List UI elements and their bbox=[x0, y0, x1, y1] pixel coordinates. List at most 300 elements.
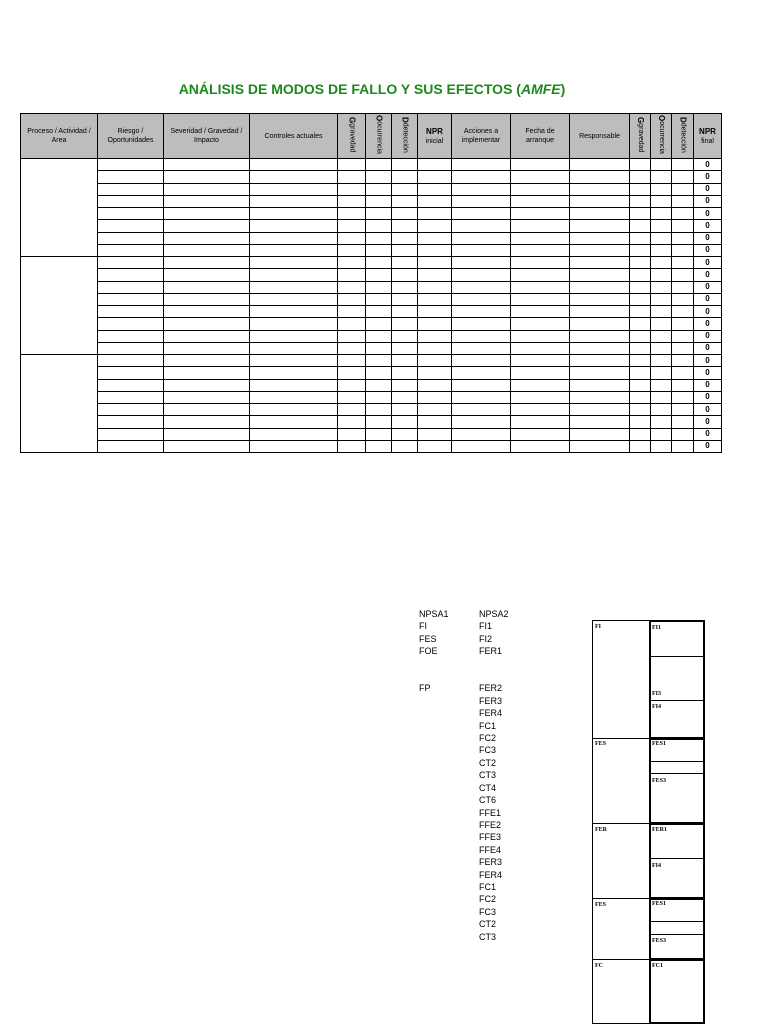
table-cell[interactable] bbox=[98, 293, 164, 305]
table-cell[interactable] bbox=[511, 269, 570, 281]
table-cell[interactable] bbox=[338, 195, 366, 207]
table-cell[interactable] bbox=[338, 293, 366, 305]
table-cell[interactable] bbox=[630, 404, 651, 416]
table-cell[interactable] bbox=[418, 404, 452, 416]
table-cell[interactable] bbox=[570, 195, 630, 207]
table-cell[interactable] bbox=[418, 257, 452, 269]
table-cell[interactable] bbox=[511, 330, 570, 342]
table-cell[interactable] bbox=[392, 367, 418, 379]
table-cell[interactable] bbox=[511, 257, 570, 269]
table-cell[interactable] bbox=[511, 306, 570, 318]
table-cell[interactable] bbox=[672, 195, 694, 207]
table-cell[interactable] bbox=[672, 232, 694, 244]
table-cell[interactable] bbox=[338, 208, 366, 220]
table-cell[interactable] bbox=[338, 244, 366, 256]
table-cell[interactable] bbox=[392, 244, 418, 256]
table-cell[interactable] bbox=[366, 391, 392, 403]
table-cell[interactable] bbox=[338, 306, 366, 318]
table-cell[interactable] bbox=[366, 195, 392, 207]
table-cell[interactable] bbox=[366, 440, 392, 452]
table-cell[interactable] bbox=[392, 171, 418, 183]
table-cell[interactable] bbox=[418, 367, 452, 379]
table-cell[interactable] bbox=[164, 208, 250, 220]
table-cell[interactable] bbox=[452, 416, 511, 428]
table-cell[interactable] bbox=[672, 404, 694, 416]
table-cell[interactable] bbox=[570, 293, 630, 305]
table-cell[interactable] bbox=[338, 428, 366, 440]
table-cell[interactable] bbox=[511, 391, 570, 403]
table-cell[interactable] bbox=[98, 367, 164, 379]
table-cell[interactable] bbox=[392, 318, 418, 330]
table-cell[interactable] bbox=[250, 208, 338, 220]
table-cell[interactable] bbox=[651, 257, 672, 269]
table-cell[interactable] bbox=[366, 257, 392, 269]
table-cell[interactable] bbox=[338, 171, 366, 183]
table-cell[interactable] bbox=[570, 367, 630, 379]
npr-final-cell[interactable]: 0 bbox=[694, 342, 722, 354]
table-cell[interactable] bbox=[366, 306, 392, 318]
table-cell[interactable] bbox=[418, 355, 452, 367]
table-cell[interactable] bbox=[672, 440, 694, 452]
table-cell[interactable] bbox=[672, 159, 694, 171]
npr-final-cell[interactable]: 0 bbox=[694, 171, 722, 183]
table-cell[interactable] bbox=[164, 416, 250, 428]
table-cell[interactable] bbox=[164, 318, 250, 330]
table-cell[interactable] bbox=[98, 391, 164, 403]
table-cell[interactable] bbox=[392, 257, 418, 269]
table-cell[interactable] bbox=[164, 342, 250, 354]
table-cell[interactable] bbox=[452, 428, 511, 440]
table-cell[interactable] bbox=[511, 367, 570, 379]
table-cell[interactable] bbox=[452, 330, 511, 342]
table-cell[interactable] bbox=[164, 269, 250, 281]
table-cell[interactable] bbox=[651, 318, 672, 330]
table-cell[interactable] bbox=[98, 416, 164, 428]
table-cell[interactable] bbox=[570, 342, 630, 354]
table-cell[interactable] bbox=[98, 220, 164, 232]
table-cell[interactable] bbox=[392, 416, 418, 428]
table-cell[interactable] bbox=[452, 159, 511, 171]
table-cell[interactable] bbox=[392, 330, 418, 342]
table-cell[interactable] bbox=[672, 367, 694, 379]
table-cell[interactable] bbox=[98, 257, 164, 269]
table-cell[interactable] bbox=[452, 183, 511, 195]
table-cell[interactable] bbox=[630, 244, 651, 256]
table-cell[interactable] bbox=[98, 183, 164, 195]
table-cell[interactable] bbox=[98, 318, 164, 330]
table-cell[interactable] bbox=[366, 318, 392, 330]
npr-final-cell[interactable]: 0 bbox=[694, 318, 722, 330]
table-cell[interactable] bbox=[250, 306, 338, 318]
table-cell[interactable] bbox=[250, 281, 338, 293]
table-cell[interactable] bbox=[570, 428, 630, 440]
table-cell[interactable] bbox=[98, 404, 164, 416]
table-cell[interactable] bbox=[250, 232, 338, 244]
table-cell[interactable] bbox=[651, 183, 672, 195]
table-cell[interactable] bbox=[366, 232, 392, 244]
table-cell[interactable] bbox=[672, 416, 694, 428]
table-cell[interactable] bbox=[418, 232, 452, 244]
table-cell[interactable] bbox=[366, 244, 392, 256]
table-cell[interactable] bbox=[651, 416, 672, 428]
npr-final-cell[interactable]: 0 bbox=[694, 244, 722, 256]
table-cell[interactable] bbox=[164, 244, 250, 256]
table-cell[interactable] bbox=[338, 257, 366, 269]
table-cell[interactable] bbox=[338, 416, 366, 428]
table-cell[interactable] bbox=[452, 208, 511, 220]
table-cell[interactable] bbox=[98, 281, 164, 293]
table-cell[interactable] bbox=[630, 318, 651, 330]
table-cell[interactable] bbox=[570, 318, 630, 330]
table-cell[interactable] bbox=[392, 404, 418, 416]
table-cell[interactable] bbox=[672, 428, 694, 440]
table-cell[interactable] bbox=[570, 391, 630, 403]
table-cell[interactable] bbox=[164, 440, 250, 452]
table-cell[interactable] bbox=[630, 257, 651, 269]
table-cell[interactable] bbox=[164, 391, 250, 403]
table-cell[interactable] bbox=[250, 244, 338, 256]
table-cell[interactable] bbox=[98, 159, 164, 171]
table-cell[interactable] bbox=[570, 355, 630, 367]
table-cell[interactable] bbox=[511, 171, 570, 183]
table-cell[interactable] bbox=[452, 404, 511, 416]
table-cell[interactable] bbox=[511, 404, 570, 416]
table-cell[interactable] bbox=[392, 183, 418, 195]
table-cell[interactable] bbox=[452, 391, 511, 403]
table-cell[interactable] bbox=[452, 342, 511, 354]
npr-final-cell[interactable]: 0 bbox=[694, 183, 722, 195]
table-cell[interactable] bbox=[630, 293, 651, 305]
table-cell[interactable] bbox=[392, 391, 418, 403]
table-cell[interactable] bbox=[366, 416, 392, 428]
table-cell[interactable] bbox=[250, 404, 338, 416]
table-cell[interactable] bbox=[570, 183, 630, 195]
table-cell[interactable] bbox=[630, 306, 651, 318]
table-cell[interactable] bbox=[511, 440, 570, 452]
table-cell[interactable] bbox=[651, 342, 672, 354]
table-cell[interactable] bbox=[651, 379, 672, 391]
table-cell[interactable] bbox=[511, 428, 570, 440]
table-cell[interactable] bbox=[651, 171, 672, 183]
table-cell[interactable] bbox=[250, 318, 338, 330]
table-cell[interactable] bbox=[418, 428, 452, 440]
table-cell[interactable] bbox=[250, 293, 338, 305]
table-cell[interactable] bbox=[630, 269, 651, 281]
table-cell[interactable] bbox=[672, 379, 694, 391]
table-cell[interactable] bbox=[452, 220, 511, 232]
table-cell[interactable] bbox=[630, 208, 651, 220]
table-cell[interactable] bbox=[250, 269, 338, 281]
table-cell[interactable] bbox=[672, 342, 694, 354]
table-cell[interactable] bbox=[392, 208, 418, 220]
process-cell[interactable] bbox=[21, 257, 98, 355]
table-cell[interactable] bbox=[630, 367, 651, 379]
table-cell[interactable] bbox=[672, 355, 694, 367]
table-cell[interactable] bbox=[338, 220, 366, 232]
table-cell[interactable] bbox=[452, 232, 511, 244]
npr-final-cell[interactable]: 0 bbox=[694, 416, 722, 428]
table-cell[interactable] bbox=[338, 342, 366, 354]
table-cell[interactable] bbox=[651, 428, 672, 440]
table-cell[interactable] bbox=[452, 244, 511, 256]
table-cell[interactable] bbox=[164, 195, 250, 207]
table-cell[interactable] bbox=[338, 440, 366, 452]
table-cell[interactable] bbox=[366, 171, 392, 183]
table-cell[interactable] bbox=[672, 220, 694, 232]
table-cell[interactable] bbox=[651, 269, 672, 281]
table-cell[interactable] bbox=[338, 269, 366, 281]
npr-final-cell[interactable]: 0 bbox=[694, 306, 722, 318]
table-cell[interactable] bbox=[250, 171, 338, 183]
table-cell[interactable] bbox=[250, 183, 338, 195]
table-cell[interactable] bbox=[164, 367, 250, 379]
table-cell[interactable] bbox=[392, 306, 418, 318]
table-cell[interactable] bbox=[570, 244, 630, 256]
table-cell[interactable] bbox=[651, 367, 672, 379]
table-cell[interactable] bbox=[630, 379, 651, 391]
table-cell[interactable] bbox=[452, 379, 511, 391]
table-cell[interactable] bbox=[672, 171, 694, 183]
table-cell[interactable] bbox=[338, 318, 366, 330]
table-cell[interactable] bbox=[452, 306, 511, 318]
table-cell[interactable] bbox=[672, 244, 694, 256]
table-cell[interactable] bbox=[570, 330, 630, 342]
table-cell[interactable] bbox=[570, 232, 630, 244]
table-cell[interactable] bbox=[570, 440, 630, 452]
table-cell[interactable] bbox=[250, 440, 338, 452]
table-cell[interactable] bbox=[511, 220, 570, 232]
table-cell[interactable] bbox=[570, 404, 630, 416]
table-cell[interactable] bbox=[570, 416, 630, 428]
table-cell[interactable] bbox=[452, 269, 511, 281]
table-cell[interactable] bbox=[672, 293, 694, 305]
table-cell[interactable] bbox=[672, 183, 694, 195]
table-cell[interactable] bbox=[511, 293, 570, 305]
npr-final-cell[interactable]: 0 bbox=[694, 269, 722, 281]
table-cell[interactable] bbox=[452, 293, 511, 305]
table-cell[interactable] bbox=[366, 208, 392, 220]
table-cell[interactable] bbox=[672, 208, 694, 220]
table-cell[interactable] bbox=[98, 244, 164, 256]
table-cell[interactable] bbox=[366, 281, 392, 293]
table-cell[interactable] bbox=[366, 404, 392, 416]
process-cell[interactable] bbox=[21, 159, 98, 257]
table-cell[interactable] bbox=[250, 257, 338, 269]
table-cell[interactable] bbox=[418, 416, 452, 428]
table-cell[interactable] bbox=[98, 440, 164, 452]
table-cell[interactable] bbox=[651, 220, 672, 232]
table-cell[interactable] bbox=[630, 159, 651, 171]
table-cell[interactable] bbox=[511, 318, 570, 330]
table-cell[interactable] bbox=[250, 330, 338, 342]
table-cell[interactable] bbox=[164, 306, 250, 318]
table-cell[interactable] bbox=[98, 306, 164, 318]
table-cell[interactable] bbox=[672, 269, 694, 281]
table-cell[interactable] bbox=[366, 330, 392, 342]
table-cell[interactable] bbox=[338, 355, 366, 367]
table-cell[interactable] bbox=[511, 159, 570, 171]
table-cell[interactable] bbox=[511, 232, 570, 244]
table-cell[interactable] bbox=[452, 195, 511, 207]
table-cell[interactable] bbox=[98, 269, 164, 281]
table-cell[interactable] bbox=[366, 293, 392, 305]
table-cell[interactable] bbox=[672, 281, 694, 293]
table-cell[interactable] bbox=[570, 306, 630, 318]
table-cell[interactable] bbox=[651, 195, 672, 207]
table-cell[interactable] bbox=[418, 269, 452, 281]
table-cell[interactable] bbox=[630, 183, 651, 195]
table-cell[interactable] bbox=[418, 244, 452, 256]
table-cell[interactable] bbox=[338, 391, 366, 403]
table-cell[interactable] bbox=[366, 428, 392, 440]
table-cell[interactable] bbox=[366, 183, 392, 195]
table-cell[interactable] bbox=[164, 330, 250, 342]
table-cell[interactable] bbox=[511, 195, 570, 207]
table-cell[interactable] bbox=[338, 379, 366, 391]
npr-final-cell[interactable]: 0 bbox=[694, 330, 722, 342]
table-cell[interactable] bbox=[366, 159, 392, 171]
table-cell[interactable] bbox=[651, 306, 672, 318]
table-cell[interactable] bbox=[338, 232, 366, 244]
table-cell[interactable] bbox=[630, 440, 651, 452]
npr-final-cell[interactable]: 0 bbox=[694, 293, 722, 305]
table-cell[interactable] bbox=[338, 330, 366, 342]
table-cell[interactable] bbox=[452, 257, 511, 269]
table-cell[interactable] bbox=[418, 342, 452, 354]
table-cell[interactable] bbox=[418, 318, 452, 330]
table-cell[interactable] bbox=[570, 171, 630, 183]
npr-final-cell[interactable]: 0 bbox=[694, 159, 722, 171]
table-cell[interactable] bbox=[651, 391, 672, 403]
table-cell[interactable] bbox=[418, 306, 452, 318]
table-cell[interactable] bbox=[418, 171, 452, 183]
table-cell[interactable] bbox=[672, 257, 694, 269]
table-cell[interactable] bbox=[418, 183, 452, 195]
table-cell[interactable] bbox=[164, 428, 250, 440]
table-cell[interactable] bbox=[651, 440, 672, 452]
table-cell[interactable] bbox=[164, 404, 250, 416]
table-cell[interactable] bbox=[630, 355, 651, 367]
table-cell[interactable] bbox=[98, 171, 164, 183]
table-cell[interactable] bbox=[630, 195, 651, 207]
table-cell[interactable] bbox=[250, 355, 338, 367]
table-cell[interactable] bbox=[570, 257, 630, 269]
table-cell[interactable] bbox=[511, 208, 570, 220]
table-cell[interactable] bbox=[630, 416, 651, 428]
table-cell[interactable] bbox=[392, 269, 418, 281]
table-cell[interactable] bbox=[452, 367, 511, 379]
table-cell[interactable] bbox=[338, 281, 366, 293]
table-cell[interactable] bbox=[511, 183, 570, 195]
table-cell[interactable] bbox=[630, 232, 651, 244]
table-cell[interactable] bbox=[392, 379, 418, 391]
table-cell[interactable] bbox=[98, 342, 164, 354]
table-cell[interactable] bbox=[98, 428, 164, 440]
table-cell[interactable] bbox=[570, 208, 630, 220]
table-cell[interactable] bbox=[338, 159, 366, 171]
table-cell[interactable] bbox=[630, 171, 651, 183]
table-cell[interactable] bbox=[672, 330, 694, 342]
table-cell[interactable] bbox=[570, 220, 630, 232]
table-cell[interactable] bbox=[164, 232, 250, 244]
table-cell[interactable] bbox=[250, 428, 338, 440]
table-cell[interactable] bbox=[570, 269, 630, 281]
table-cell[interactable] bbox=[250, 379, 338, 391]
table-cell[interactable] bbox=[392, 195, 418, 207]
table-cell[interactable] bbox=[98, 195, 164, 207]
table-cell[interactable] bbox=[366, 220, 392, 232]
npr-final-cell[interactable]: 0 bbox=[694, 220, 722, 232]
table-cell[interactable] bbox=[672, 391, 694, 403]
table-cell[interactable] bbox=[392, 281, 418, 293]
table-cell[interactable] bbox=[392, 428, 418, 440]
table-cell[interactable] bbox=[452, 355, 511, 367]
table-cell[interactable] bbox=[250, 342, 338, 354]
table-cell[interactable] bbox=[511, 355, 570, 367]
table-cell[interactable] bbox=[250, 416, 338, 428]
table-cell[interactable] bbox=[570, 379, 630, 391]
table-cell[interactable] bbox=[418, 440, 452, 452]
table-cell[interactable] bbox=[164, 281, 250, 293]
table-cell[interactable] bbox=[98, 379, 164, 391]
table-cell[interactable] bbox=[164, 355, 250, 367]
table-cell[interactable] bbox=[366, 269, 392, 281]
table-cell[interactable] bbox=[392, 293, 418, 305]
table-cell[interactable] bbox=[651, 330, 672, 342]
table-cell[interactable] bbox=[164, 171, 250, 183]
table-cell[interactable] bbox=[98, 355, 164, 367]
table-cell[interactable] bbox=[392, 355, 418, 367]
table-cell[interactable] bbox=[366, 367, 392, 379]
table-cell[interactable] bbox=[511, 342, 570, 354]
table-cell[interactable] bbox=[98, 330, 164, 342]
table-cell[interactable] bbox=[366, 379, 392, 391]
table-cell[interactable] bbox=[630, 428, 651, 440]
table-cell[interactable] bbox=[250, 159, 338, 171]
table-cell[interactable] bbox=[511, 244, 570, 256]
table-cell[interactable] bbox=[98, 232, 164, 244]
table-cell[interactable] bbox=[630, 220, 651, 232]
table-cell[interactable] bbox=[452, 440, 511, 452]
npr-final-cell[interactable]: 0 bbox=[694, 367, 722, 379]
table-cell[interactable] bbox=[164, 379, 250, 391]
table-cell[interactable] bbox=[452, 281, 511, 293]
table-cell[interactable] bbox=[511, 416, 570, 428]
npr-final-cell[interactable]: 0 bbox=[694, 440, 722, 452]
table-cell[interactable] bbox=[164, 257, 250, 269]
table-cell[interactable] bbox=[418, 220, 452, 232]
table-cell[interactable] bbox=[392, 232, 418, 244]
table-cell[interactable] bbox=[651, 281, 672, 293]
npr-final-cell[interactable]: 0 bbox=[694, 355, 722, 367]
table-cell[interactable] bbox=[250, 391, 338, 403]
table-cell[interactable] bbox=[338, 404, 366, 416]
table-cell[interactable] bbox=[418, 159, 452, 171]
table-cell[interactable] bbox=[338, 367, 366, 379]
table-cell[interactable] bbox=[418, 195, 452, 207]
table-cell[interactable] bbox=[651, 232, 672, 244]
npr-final-cell[interactable]: 0 bbox=[694, 379, 722, 391]
table-cell[interactable] bbox=[250, 195, 338, 207]
table-cell[interactable] bbox=[630, 330, 651, 342]
table-cell[interactable] bbox=[672, 318, 694, 330]
table-cell[interactable] bbox=[418, 379, 452, 391]
table-cell[interactable] bbox=[630, 281, 651, 293]
table-cell[interactable] bbox=[651, 404, 672, 416]
table-cell[interactable] bbox=[452, 171, 511, 183]
table-cell[interactable] bbox=[418, 391, 452, 403]
table-cell[interactable] bbox=[250, 367, 338, 379]
